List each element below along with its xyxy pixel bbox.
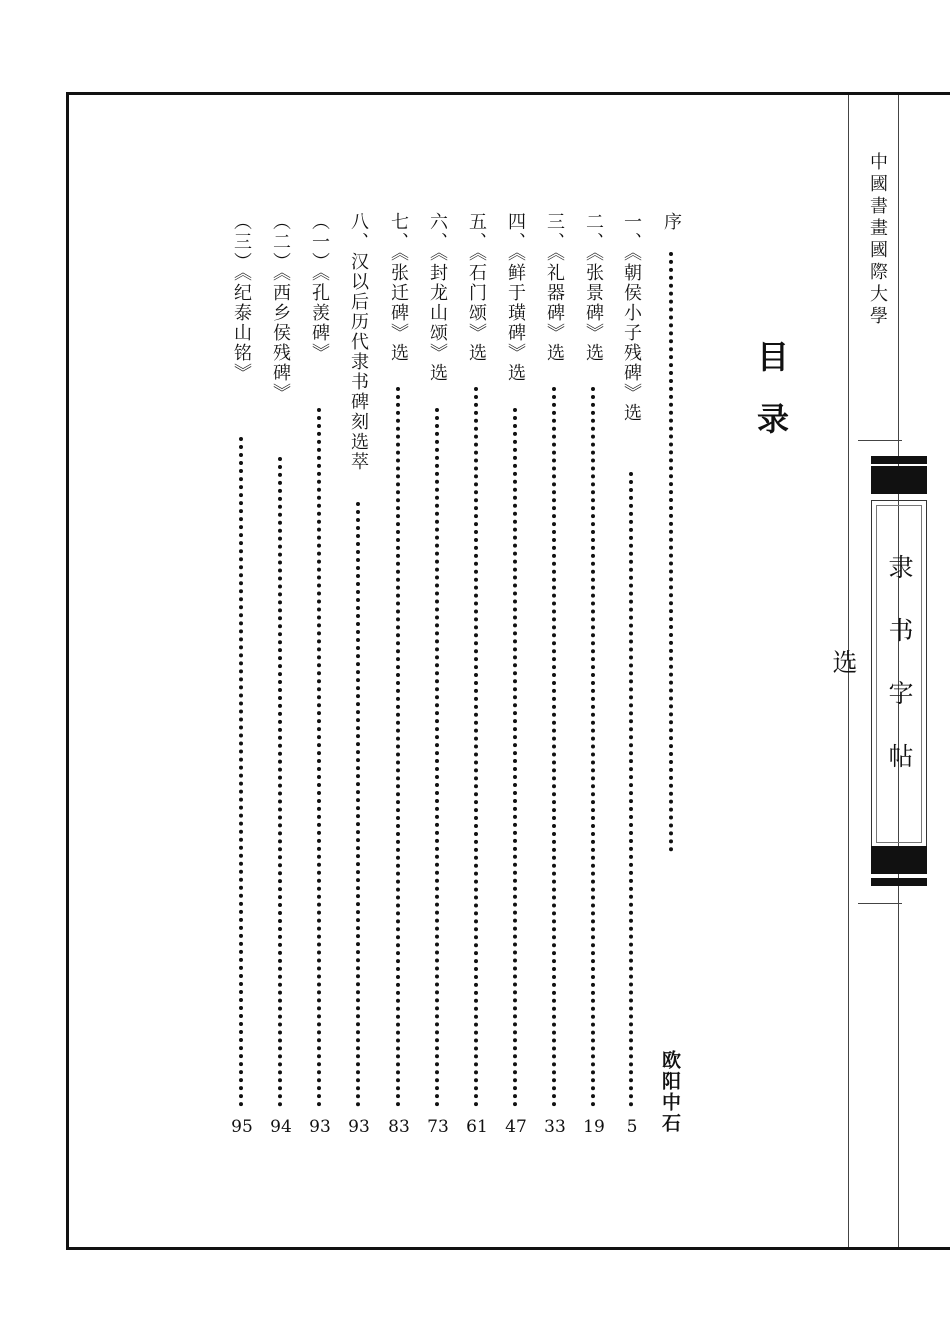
- toc-page: 33: [544, 1117, 566, 1137]
- toc-page: 93: [348, 1117, 370, 1137]
- toc-title: 五、《石门颂》选: [466, 212, 487, 363]
- toc-title: （三）《纪泰山铭》: [231, 212, 252, 383]
- toc-entry-1[interactable]: [618, 212, 644, 1142]
- toc-page: 47: [505, 1117, 527, 1137]
- toc-entry-3[interactable]: [541, 212, 567, 1142]
- toc-entry-8-2[interactable]: [267, 212, 293, 1142]
- toc-page: 93: [309, 1117, 331, 1137]
- book-title: 隶书字帖选: [829, 554, 914, 806]
- toc-author: 欧阳中石: [659, 1050, 681, 1134]
- label-bar-bottom: [871, 878, 927, 886]
- toc-entry-5[interactable]: [463, 212, 489, 1142]
- toc-heading: 目录: [752, 340, 790, 464]
- toc-page: 73: [427, 1117, 449, 1137]
- label-chevron-bottom: [871, 846, 927, 874]
- toc-page: 95: [231, 1117, 253, 1137]
- toc-title: 三、《礼器碑》选: [544, 212, 565, 363]
- rule-top: [858, 440, 902, 441]
- toc-entry-preface[interactable]: [658, 212, 684, 1142]
- toc-entry-7[interactable]: [385, 212, 411, 1142]
- toc-title: 六、《封龙山颂》选: [427, 212, 448, 383]
- toc-title: 一、《朝侯小子残碑》选: [621, 212, 642, 423]
- toc-page: 5: [626, 1117, 638, 1137]
- toc-entry-4[interactable]: [502, 212, 528, 1142]
- toc-entry-8-3[interactable]: [228, 212, 254, 1142]
- toc-page: 83: [388, 1117, 410, 1137]
- series-title: 中國書畫國際大學: [867, 152, 888, 328]
- toc-title: 七、《张迁碑》选: [388, 212, 409, 363]
- toc-entry-8[interactable]: [345, 212, 371, 1142]
- toc-title: 八、汉以后历代隶书碑刻选萃: [348, 212, 369, 472]
- toc-page: 19: [583, 1117, 605, 1137]
- rule-bottom: [858, 903, 902, 904]
- toc-title: 二、《张景碑》选: [583, 212, 604, 363]
- toc-title: （一）《孔羡碑》: [309, 212, 330, 363]
- toc-title: 序: [661, 212, 682, 232]
- toc-page: 94: [270, 1117, 292, 1137]
- toc-entry-8-1[interactable]: [306, 212, 332, 1142]
- label-chevron-top: [871, 466, 927, 494]
- toc-entry-2[interactable]: [580, 212, 606, 1142]
- toc-title: （二）《西乡侯残碑》: [270, 212, 291, 403]
- toc-entry-6[interactable]: [424, 212, 450, 1142]
- toc-page: 61: [466, 1117, 488, 1137]
- toc-title: 四、《鲜于璜碑》选: [505, 212, 526, 383]
- label-bar-top: [871, 456, 927, 464]
